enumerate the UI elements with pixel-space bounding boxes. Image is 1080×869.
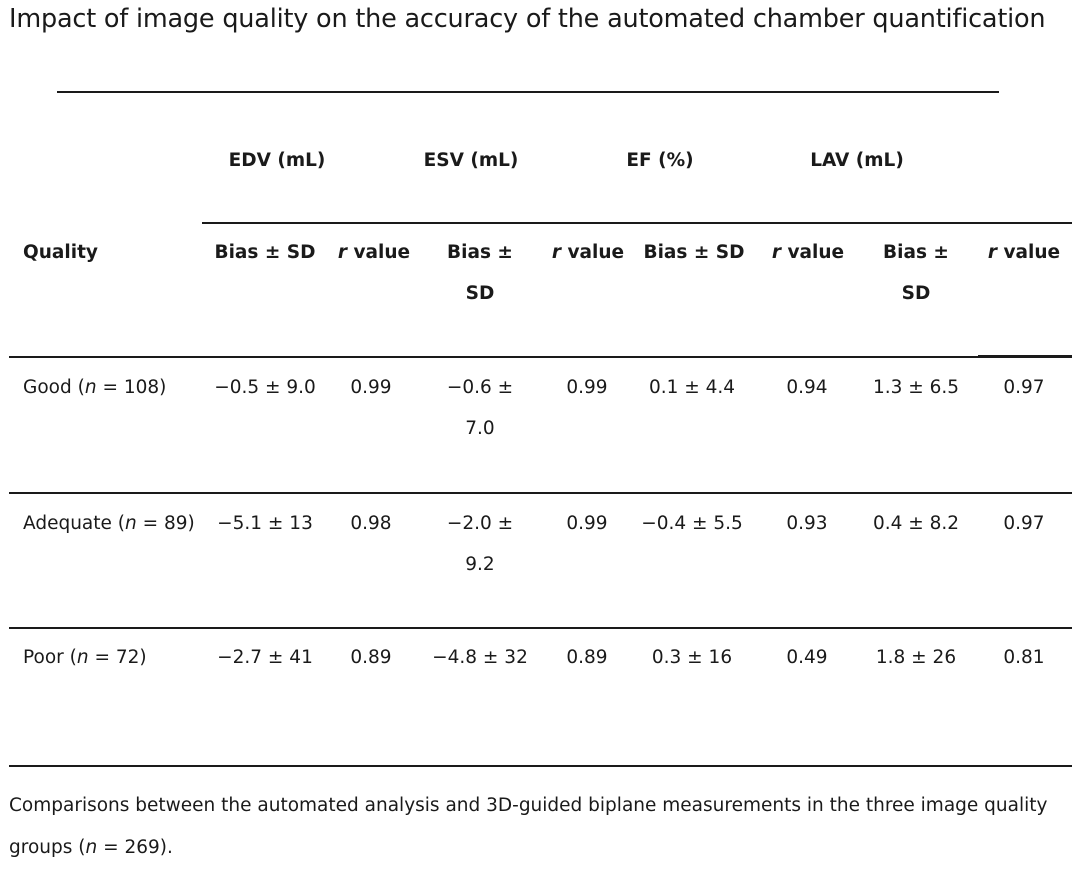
- body-top-rule: [9, 356, 1072, 358]
- n-symbol: n: [125, 513, 137, 534]
- n-symbol: n: [76, 647, 89, 668]
- esv-r-header: [540, 232, 636, 273]
- top-rule: [57, 91, 999, 93]
- quality-prefix: Good (: [23, 377, 85, 398]
- ef-bias-cell: 0.3 ± 16: [651, 647, 733, 668]
- footnote-text-end: = 269).: [97, 837, 173, 858]
- ef-r-header: [760, 232, 856, 273]
- lav-r-cell: 0.97: [1003, 377, 1045, 398]
- n-symbol: n: [84, 377, 97, 398]
- group-header-esv: ESV (mL): [423, 150, 519, 171]
- bottom-rule: [9, 765, 1072, 767]
- edv-bias-cell: −2.7 ± 41: [217, 647, 313, 668]
- edv-r-cell: 0.98: [350, 513, 392, 534]
- ef-r-cell: 0.94: [786, 377, 828, 398]
- group-header-edv: EDV (mL): [228, 150, 326, 171]
- edv-bias-cell: −0.5 ± 9.0: [214, 377, 316, 398]
- table-footnote: [9, 785, 1074, 869]
- table-title: Impact of image quality on the accuracy of the automated chamber quantification: [9, 4, 1046, 34]
- esv-bias-cell: −2.0 ±: [446, 513, 514, 534]
- esv-bias-cell-line2: 7.0: [465, 418, 495, 439]
- ef-bias-cell: −0.4 ± 5.5: [641, 513, 743, 534]
- ef-bias-header: Bias ± SD: [643, 242, 745, 263]
- lav-r-cell: 0.81: [1003, 647, 1045, 668]
- value-label: value: [997, 242, 1061, 263]
- footnote-text: Comparisons between the automated analysis and 3D-guided biplane measurements in the three image quality groups (: [9, 795, 1048, 858]
- esv-bias-cell: −0.6 ±: [446, 377, 514, 398]
- esv-r-cell: 0.99: [566, 513, 608, 534]
- esv-bias-cell: −4.8 ± 32: [432, 647, 528, 668]
- lav-bias-cell: 0.4 ± 8.2: [872, 513, 960, 534]
- quality-column-header: Quality: [23, 242, 98, 263]
- quality-prefix: Poor (: [23, 647, 77, 668]
- r-symbol: r: [551, 242, 562, 263]
- lav-bias-header-line2: SD: [901, 283, 931, 304]
- edv-bias-cell: −5.1 ± 13: [217, 513, 313, 534]
- row-divider-1: [9, 492, 1072, 494]
- ef-r-cell: 0.49: [786, 647, 828, 668]
- quality-cell: [23, 503, 195, 544]
- esv-bias-header: Bias ±: [447, 242, 513, 263]
- row-divider-2: [9, 627, 1072, 629]
- r-symbol: r: [987, 242, 998, 263]
- quality-suffix: = 89): [136, 513, 195, 534]
- r-symbol: r: [337, 242, 348, 263]
- esv-r-cell: 0.99: [566, 377, 608, 398]
- value-label: value: [347, 242, 411, 263]
- lav-r-header: [976, 232, 1072, 273]
- edv-r-cell: 0.99: [350, 377, 392, 398]
- quality-prefix: Adequate (: [23, 513, 125, 534]
- quality-cell: [23, 637, 147, 678]
- edv-bias-header: Bias ± SD: [214, 242, 316, 263]
- edv-r-header: [326, 232, 422, 273]
- lav-bias-cell: 1.3 ± 6.5: [872, 377, 960, 398]
- lav-bias-cell: 1.8 ± 26: [875, 647, 957, 668]
- n-symbol: n: [85, 837, 98, 858]
- body-top-rule-accent: [978, 355, 1072, 358]
- group-header-lav: LAV (mL): [810, 150, 904, 171]
- value-label: value: [561, 242, 625, 263]
- esv-bias-header-line2: SD: [465, 283, 495, 304]
- quality-suffix: = 108): [96, 377, 167, 398]
- value-label: value: [781, 242, 845, 263]
- edv-r-cell: 0.89: [350, 647, 392, 668]
- r-symbol: r: [771, 242, 782, 263]
- group-header-ef: EF (%): [626, 150, 694, 171]
- lav-bias-header: Bias ±: [883, 242, 949, 263]
- quality-suffix: = 72): [88, 647, 147, 668]
- esv-r-cell: 0.89: [566, 647, 608, 668]
- quality-cell: [23, 367, 166, 408]
- ef-r-cell: 0.93: [786, 513, 828, 534]
- ef-bias-cell: 0.1 ± 4.4: [648, 377, 736, 398]
- esv-bias-cell-line2: 9.2: [465, 554, 495, 575]
- lav-r-cell: 0.97: [1003, 513, 1045, 534]
- header-rule: [202, 222, 1072, 224]
